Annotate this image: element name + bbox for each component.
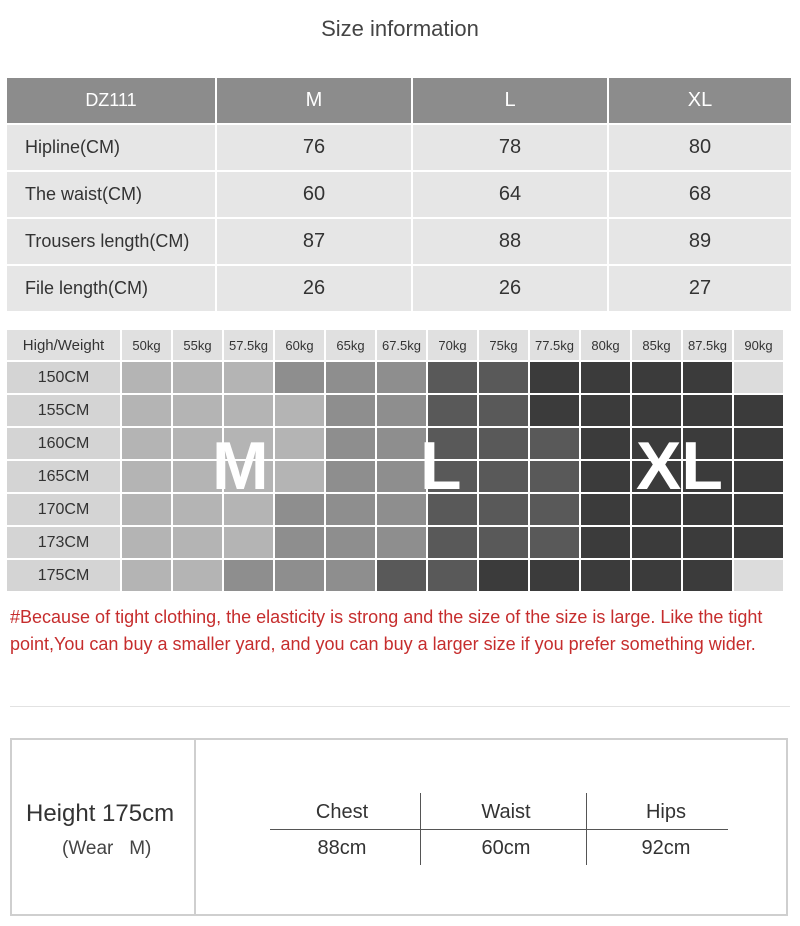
table-cell: 78 [413, 125, 609, 172]
model-info-box [10, 738, 788, 916]
height-row-label: 170CM [7, 494, 122, 527]
weight-header: 65kg [326, 330, 377, 362]
height-row-label: 160CM [7, 428, 122, 461]
size-fit-cell [734, 527, 785, 560]
weight-header: 67.5kg [377, 330, 428, 362]
measure-value-waist: 60cm [481, 837, 531, 859]
size-fit-cell [326, 461, 377, 494]
size-fit-cell [632, 362, 683, 395]
size-fit-cell [683, 395, 734, 428]
table-header-size: M [217, 78, 413, 125]
table-cell: 60 [217, 172, 413, 219]
size-fit-cell [122, 560, 173, 593]
model-wear-size: (Wear M) [62, 838, 152, 859]
table-cell: 76 [217, 125, 413, 172]
size-fit-cell [428, 395, 479, 428]
size-fit-cell [428, 362, 479, 395]
measure-divider-horizontal [270, 829, 728, 830]
size-fit-cell [734, 494, 785, 527]
row-label: Trousers length(CM) [7, 219, 217, 266]
table-header-model: DZ111 [7, 78, 217, 125]
height-row-label: 175CM [7, 560, 122, 593]
size-fit-cell [734, 560, 785, 593]
size-zone-label-l: L [420, 428, 462, 504]
weight-header: 85kg [632, 330, 683, 362]
weight-header: 75kg [479, 330, 530, 362]
size-fit-cell [734, 461, 785, 494]
size-fit-cell [428, 560, 479, 593]
size-fit-cell [377, 560, 428, 593]
size-fit-cell [122, 428, 173, 461]
size-fit-cell [581, 527, 632, 560]
measure-label-waist: Waist [481, 801, 531, 823]
size-fit-cell [479, 494, 530, 527]
size-fit-cell [173, 395, 224, 428]
table-header-size: XL [609, 78, 793, 125]
size-fit-cell [734, 362, 785, 395]
size-fit-cell [122, 494, 173, 527]
measure-label-chest: Chest [315, 801, 369, 823]
size-fit-cell [632, 395, 683, 428]
size-fit-cell [275, 362, 326, 395]
measure-value-hips: 92cm [641, 837, 691, 859]
size-fit-cell [275, 461, 326, 494]
row-label: Hipline(CM) [7, 125, 217, 172]
table-header-size: L [413, 78, 609, 125]
weight-header: 87.5kg [683, 330, 734, 362]
size-fit-cell [173, 560, 224, 593]
weight-header: 80kg [581, 330, 632, 362]
size-fit-cell [530, 494, 581, 527]
size-fit-cell [530, 362, 581, 395]
table-cell: 26 [413, 266, 609, 313]
size-fit-cell [275, 428, 326, 461]
row-label: The waist(CM) [7, 172, 217, 219]
table-cell: 89 [609, 219, 793, 266]
model-height: Height 175cm [26, 800, 175, 827]
size-fit-cell [377, 527, 428, 560]
weight-header: 50kg [122, 330, 173, 362]
size-zone-label-xl: XL [636, 428, 723, 504]
size-fit-cell [173, 362, 224, 395]
size-fit-cell [734, 428, 785, 461]
size-fit-cell [122, 395, 173, 428]
model-summary [12, 740, 196, 914]
size-fit-cell [275, 494, 326, 527]
table-cell: 68 [609, 172, 793, 219]
divider [10, 706, 790, 707]
size-fit-cell [326, 395, 377, 428]
size-fit-cell [581, 494, 632, 527]
size-fit-cell [581, 362, 632, 395]
size-fit-cell [377, 362, 428, 395]
size-fit-cell [479, 395, 530, 428]
size-fit-cell [173, 527, 224, 560]
height-row-label: 155CM [7, 395, 122, 428]
table-cell: 64 [413, 172, 609, 219]
size-fit-cell [428, 527, 479, 560]
size-fit-cell [326, 428, 377, 461]
size-fit-cell [122, 461, 173, 494]
size-fit-cell [275, 560, 326, 593]
size-fit-cell [581, 395, 632, 428]
sizing-note: #Because of tight clothing, the elasticity is strong and the size of the size is large. Like the tight point,You can buy a smaller yard, and you can buy a larger size if you prefer something wider. [10, 607, 763, 654]
size-fit-cell [479, 527, 530, 560]
size-fit-cell [479, 461, 530, 494]
size-fit-cell [683, 560, 734, 593]
size-fit-cell [224, 395, 275, 428]
weight-header: 77.5kg [530, 330, 581, 362]
model-measurements [270, 793, 728, 865]
size-fit-cell [122, 362, 173, 395]
size-fit-cell [326, 560, 377, 593]
weight-header: 70kg [428, 330, 479, 362]
size-fit-cell [530, 395, 581, 428]
height-row-label: 173CM [7, 527, 122, 560]
size-fit-cell [530, 560, 581, 593]
size-fit-cell [581, 461, 632, 494]
table-cell: 87 [217, 219, 413, 266]
table-cell: 80 [609, 125, 793, 172]
size-fit-cell [377, 395, 428, 428]
size-fit-cell [326, 527, 377, 560]
weight-header: 60kg [275, 330, 326, 362]
size-fit-cell [326, 362, 377, 395]
size-fit-cell [224, 527, 275, 560]
size-fit-cell [224, 560, 275, 593]
size-fit-cell [479, 560, 530, 593]
grid-corner-label: High/Weight [7, 330, 122, 362]
measure-value-chest: 88cm [317, 837, 367, 859]
size-fit-cell [530, 461, 581, 494]
height-row-label: 150CM [7, 362, 122, 395]
size-fit-cell [275, 527, 326, 560]
weight-header: 55kg [173, 330, 224, 362]
size-fit-cell [632, 560, 683, 593]
size-fit-cell [581, 428, 632, 461]
size-zone-label-m: M [212, 428, 269, 504]
table-cell: 27 [609, 266, 793, 313]
size-fit-cell [122, 527, 173, 560]
weight-header: 57.5kg [224, 330, 275, 362]
size-fit-cell [479, 362, 530, 395]
table-cell: 26 [217, 266, 413, 313]
size-fit-cell [275, 395, 326, 428]
size-fit-cell [734, 395, 785, 428]
size-table [7, 78, 793, 313]
size-fit-cell [224, 362, 275, 395]
table-cell: 88 [413, 219, 609, 266]
size-fit-cell [530, 527, 581, 560]
size-fit-cell [326, 494, 377, 527]
size-fit-cell [581, 560, 632, 593]
size-fit-cell [530, 428, 581, 461]
height-row-label: 165CM [7, 461, 122, 494]
size-fit-cell [632, 527, 683, 560]
size-fit-cell [683, 362, 734, 395]
size-fit-cell [479, 428, 530, 461]
measure-label-hips: Hips [645, 801, 686, 823]
row-label: File length(CM) [7, 266, 217, 313]
size-fit-cell [683, 527, 734, 560]
weight-header: 90kg [734, 330, 785, 362]
page-title: Size information [321, 16, 479, 41]
